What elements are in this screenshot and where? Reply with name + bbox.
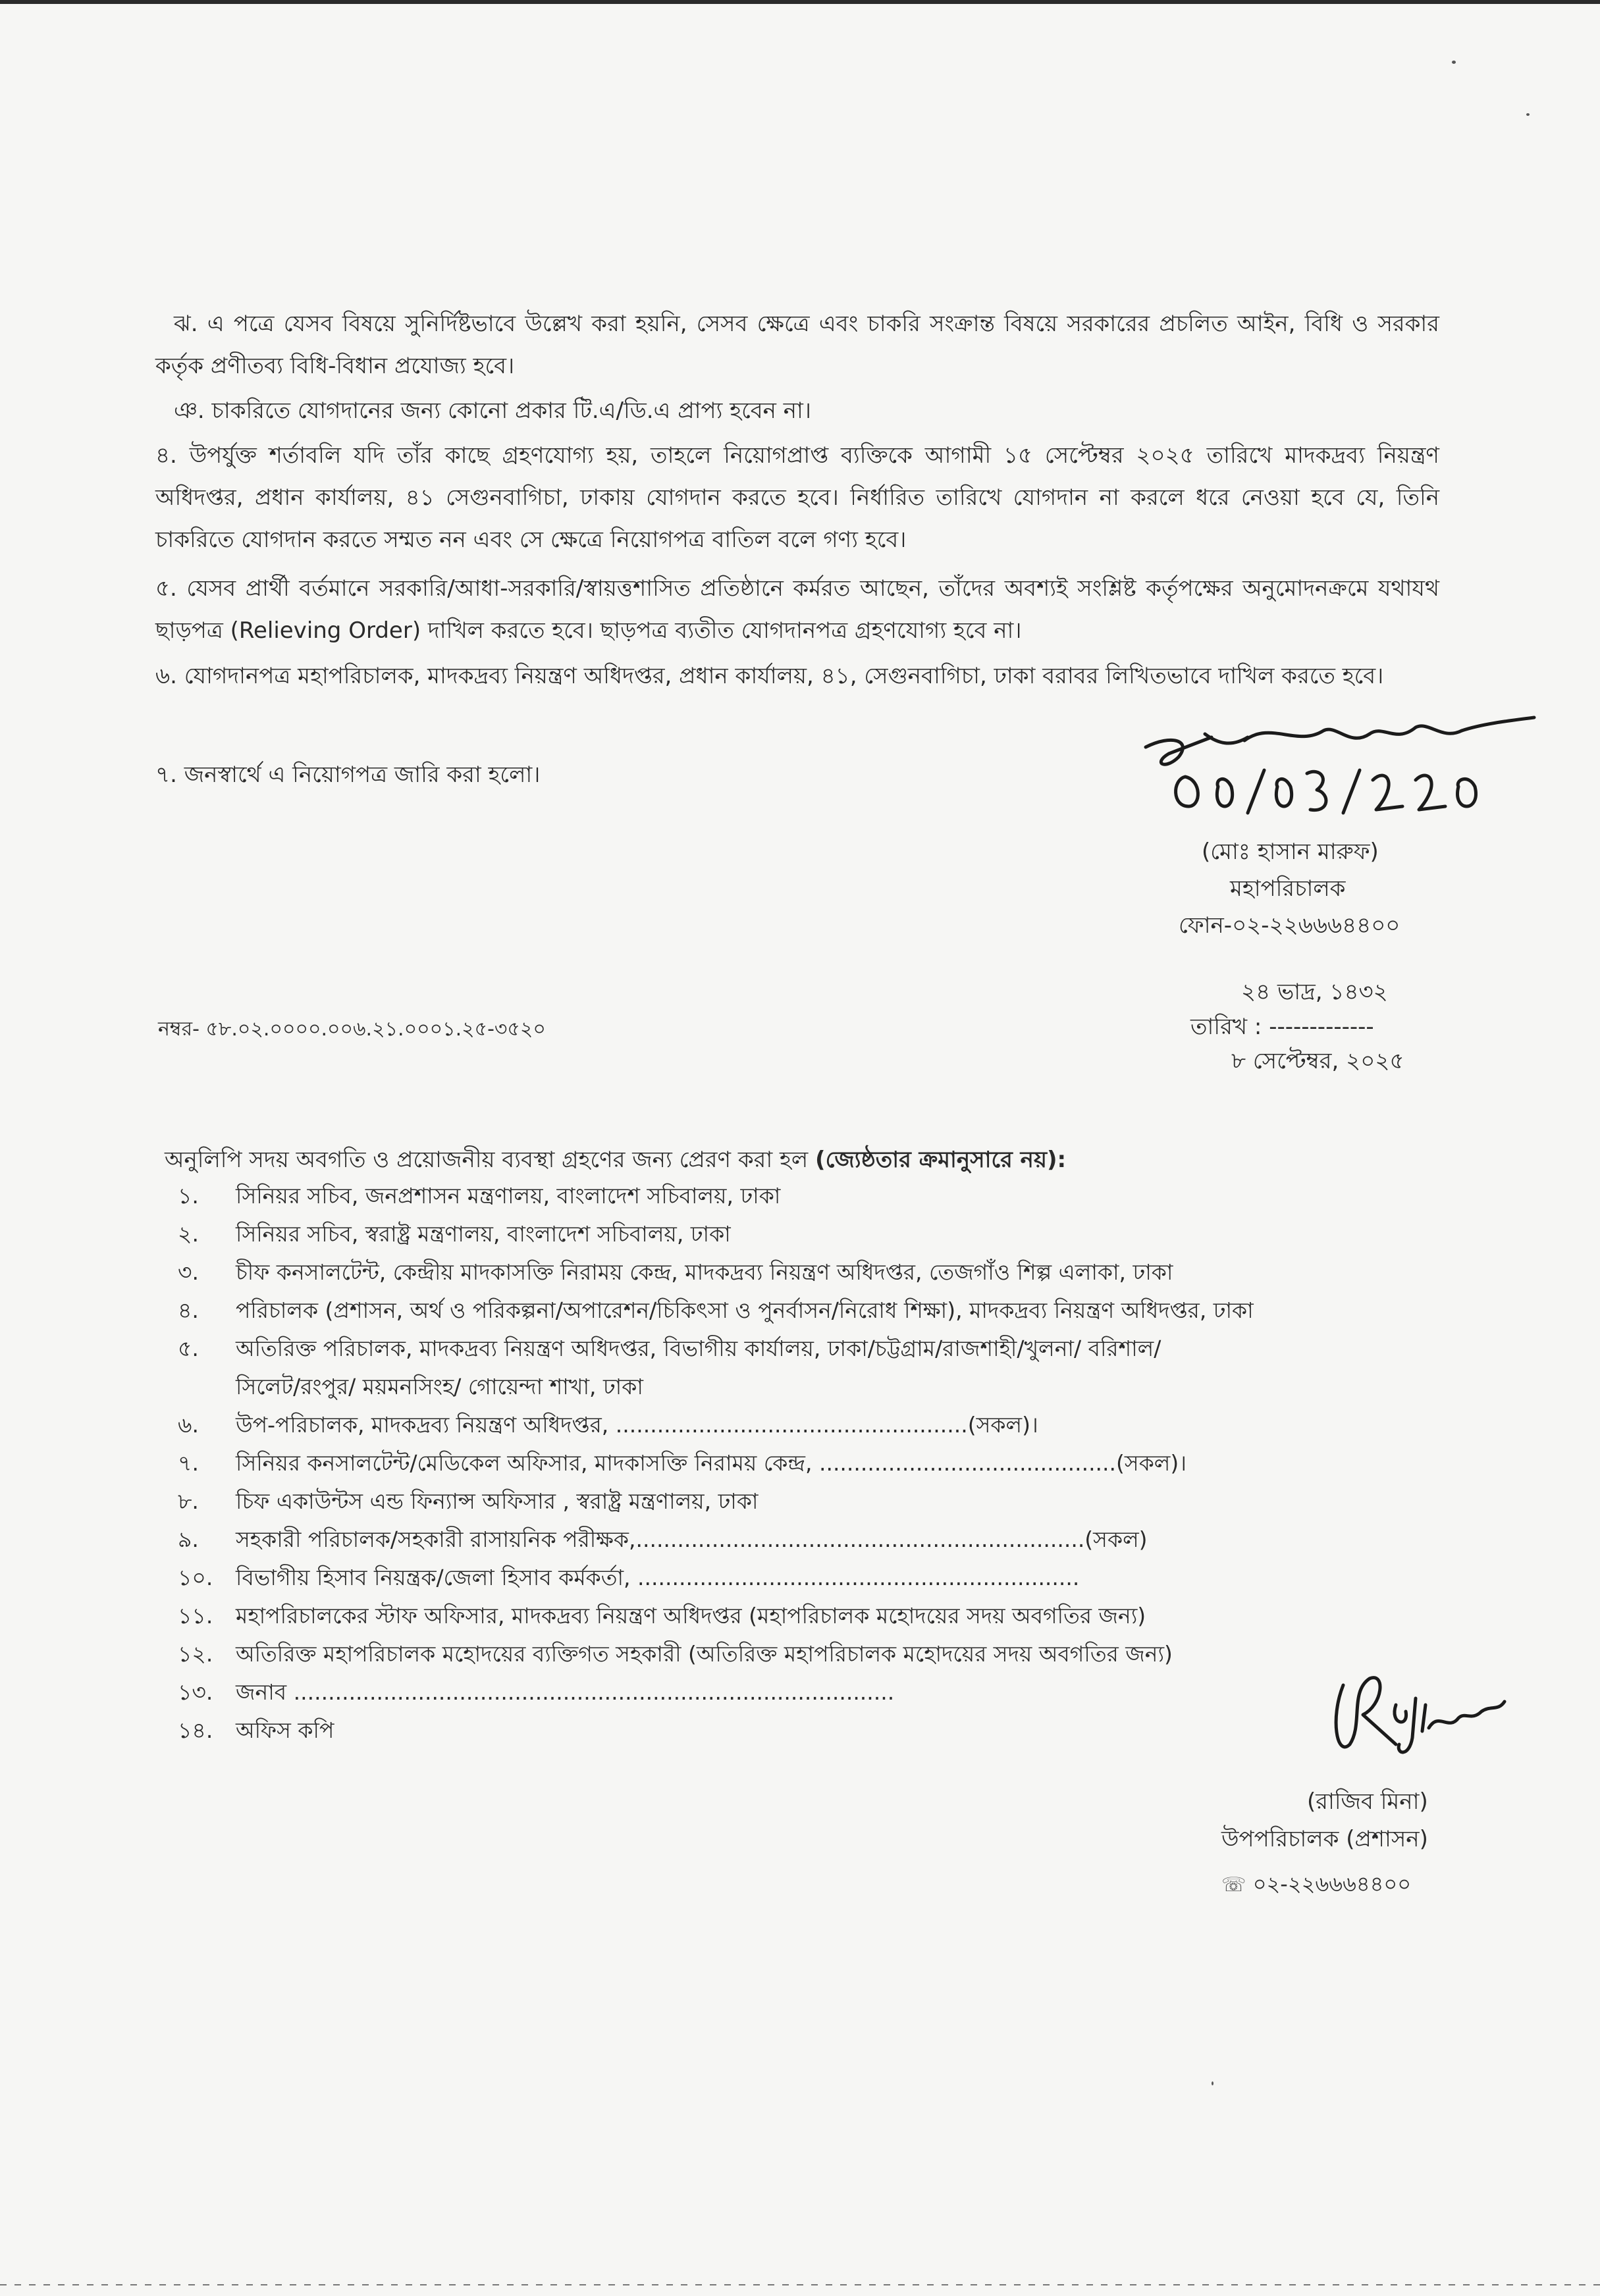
list-item: [178, 1177, 1429, 1215]
list-item: [178, 1559, 1429, 1597]
speck: [1452, 61, 1456, 64]
list-item-number: ১২.: [178, 1641, 213, 1667]
list-item-text: সিনিয়র সচিব, জনপ্রশাসন মন্ত্রণালয়, বাংলাদেশ সচিবালয়, ঢাকা: [236, 1183, 781, 1209]
list-item-number: ১৪.: [178, 1717, 213, 1743]
list-item: [178, 1444, 1429, 1482]
list-item-text: মহাপরিচালকের স্টাফ অফিসার, মাদকদ্রব্য নিয়ন্ত্রণ অধিদপ্তর (মহাপরিচালক মহোদয়ের সদয় অবগতির জন্য): [236, 1603, 1146, 1629]
paragraph-5-text: ৫. যেসব প্রার্থী বর্তমানে সরকারি/আধা-সরকারি/স্বায়ত্তশাসিত প্রতিষ্ঠানে কর্মরত আছেন, তাঁদের অবশ্যই সংশ্লিষ্ট কর্তৃপক্ষের অনুমোদনক্রমে যথাযথ ছাড়পত্র (Relieving Order) দাখিল করতে হবে। ছাড়পত্র ব্যতীত যোগদানপত্র গ্রহণযোগ্য হবে না।: [155, 575, 1439, 644]
signatory-designation: মহাপরিচালক: [1230, 875, 1346, 902]
copy-intro: [165, 1145, 1066, 1174]
list-item-text: সিনিয়র কনসালটেন্ট/মেডিকেল অফিসার, মাদকাসক্তি নিরাময় কেন্দ্র, ...........................................(সকল)।: [236, 1450, 1187, 1476]
list-item-number: ৮.: [178, 1488, 199, 1514]
list-item-number: ৭.: [178, 1450, 199, 1476]
list-item: [178, 1673, 1429, 1711]
bottom-edge-line: [0, 2284, 1600, 2285]
clause-nya: [155, 390, 1439, 432]
list-item-text: সিনিয়র সচিব, স্বরাষ্ট্র মন্ত্রণালয়, বাংলাদেশ সচিবালয়, ঢাকা: [236, 1221, 731, 1247]
list-item-text: জনাব .......................................................................................: [236, 1679, 895, 1705]
list-item: [178, 1292, 1429, 1330]
clause-nya-text: ঞ. চাকরিতে যোগদানের জন্য কোনো প্রকার টি.এ/ডি.এ প্রাপ্য হবেন না।: [174, 398, 812, 424]
list-item-number: ২.: [178, 1221, 199, 1247]
copy-intro-text: অনুলিপি সদয় অবগতি ও প্রয়োজনীয় ব্যবস্থা গ্রহণের জন্য প্রেরণ করা হল: [165, 1147, 816, 1173]
list-item-text: চিফ একাউন্টস এন্ড ফিন্যান্স অফিসার , স্বরাষ্ট্র মন্ত্রণালয়, ঢাকা: [236, 1488, 759, 1514]
list-item: [178, 1482, 1429, 1521]
top-edge-line: [0, 0, 1600, 4]
copy-recipient-list: [178, 1177, 1429, 1750]
list-item-text: উপ-পরিচালক, মাদকদ্রব্য নিয়ন্ত্রণ অধিদপ্তর, ...................................................(সকল)।: [236, 1412, 1038, 1438]
speck: [1526, 113, 1530, 116]
list-item-number: ১৩.: [178, 1679, 213, 1705]
memo-date-bangla: ২৪ ভাদ্র, ১৪৩২: [1241, 979, 1388, 1005]
paragraph-7-text: ৭. জনস্বার্থে এ নিয়োগপত্র জারি করা হলো।: [155, 762, 541, 788]
memo-date-english: ৮ সেপ্টেম্বর, ২০২৫: [1231, 1048, 1404, 1074]
list-item: [178, 1597, 1429, 1635]
list-item-number: ৯.: [178, 1526, 199, 1552]
signatory-name: (মোঃ হাসান মারুফ): [1202, 839, 1379, 865]
list-item-number: ৪.: [178, 1297, 199, 1323]
list-item-text: অতিরিক্ত পরিচালক, মাদকদ্রব্য নিয়ন্ত্রণ অধিদপ্তর, বিভাগীয় কার্যালয়, ঢাকা/চট্টগ্রাম/রাজশাহী/খুলনা/ বরিশাল/: [236, 1336, 1161, 1361]
list-item-text: অফিস কপি: [236, 1717, 334, 1743]
paragraph-6-text: ৬. যোগদানপত্র মহাপরিচালক, মাদকদ্রব্য নিয়ন্ত্রণ অধিদপ্তর, প্রধান কার্যালয়, ৪১, সেগুনবাগিচা, ঢাকা বরাবর লিখিতভাবে দাখিল করতে হবে।: [155, 663, 1384, 689]
list-item: [178, 1521, 1429, 1559]
memo-date-label: তারিখ : -------------: [1190, 1014, 1374, 1040]
paragraph-4-text: ৪. উপর্যুক্ত শর্তাবলি যদি তাঁর কাছে গ্রহণযোগ্য হয়, তাহলে নিয়োগপ্রাপ্ত ব্যক্তিকে আগামী ১৫ সেপ্টেম্বর ২০২৫ তারিখে মাদকদ্রব্য নিয়ন্ত্রণ অধিদপ্তর, প্রধান কার্যালয়, ৪১ সেগুনবাগিচা, ঢাকায় যোগদান করতে হবে। নির্ধারিত তারিখে যোগদান না করলে ধরে নেওয়া হবে যে, তিনি চাকরিতে যোগদান করতে সম্মত নন এবং সে ক্ষেত্রে নিয়োগপত্র বাতিল বলে গণ্য হবে।: [155, 442, 1439, 553]
list-item-text: অতিরিক্ত মহাপরিচালক মহোদয়ের ব্যক্তিগত সহকারী (অতিরিক্ত মহাপরিচালক মহোদয়ের সদয় অবগতির জন্য): [236, 1641, 1173, 1667]
list-item: [178, 1711, 1429, 1750]
second-signatory-name: (রাজিব মিনা): [1307, 1788, 1428, 1815]
list-item-text: চীফ কনসালটেন্ট, কেন্দ্রীয় মাদকাসক্তি নিরাময় কেন্দ্র, মাদকদ্রব্য নিয়ন্ত্রণ অধিদপ্তর, তেজগাঁও শিল্প এলাকা, ঢাকা: [236, 1259, 1173, 1285]
list-item-text: বিভাগীয় হিসাব নিয়ন্ত্রক/জেলা হিসাব কর্মকর্তা, ................................................................: [236, 1565, 1080, 1590]
list-item-number: ১০.: [178, 1565, 213, 1590]
signatory-phone: ফোন-০২-২২৬৬৬৪৪০০: [1179, 912, 1400, 939]
second-signatory-phone: ০২-২২৬৬৬৪৪০০: [1252, 1871, 1412, 1896]
list-item-text: পরিচালক (প্রশাসন, অর্থ ও পরিকল্পনা/অপারেশন/চিকিৎসা ও পুনর্বাসন/নিরোধ শিক্ষা), মাদকদ্রব্য নিয়ন্ত্রণ অধিদপ্তর, ঢাকা: [236, 1297, 1254, 1323]
list-item-text: সহকারী পরিচালক/সহকারী রাসায়নিক পরীক্ষক,.................................................................(সকল): [236, 1526, 1148, 1552]
paragraph-6: [155, 655, 1439, 697]
speck: [1212, 2081, 1213, 2085]
list-item-number: ৩.: [178, 1259, 199, 1285]
clause-jha: [155, 303, 1439, 387]
list-item: [178, 1215, 1429, 1253]
deputy-director-signature: [1323, 1665, 1508, 1764]
paragraph-5: [155, 567, 1439, 652]
telephone-icon: ☏: [1221, 1873, 1246, 1896]
list-item: [178, 1635, 1429, 1673]
director-general-signature: [1133, 708, 1541, 833]
copy-intro-bold: (জ্যেষ্ঠতার ক্রমানুসারে নয়):: [815, 1147, 1067, 1173]
list-item-text-continued: সিলেট/রংপুর/ ময়মনসিংহ/ গোয়েন্দা শাখা, ঢাকা: [236, 1374, 643, 1399]
list-item-number: ১.: [178, 1183, 199, 1209]
list-item: [178, 1406, 1429, 1444]
list-item: [178, 1330, 1429, 1406]
list-item-number: ৫.: [178, 1336, 199, 1361]
paragraph-4: [155, 434, 1439, 561]
list-item-number: ১১.: [178, 1603, 213, 1629]
second-signatory-phone-line: [1221, 1869, 1411, 1900]
list-item-number: ৬.: [178, 1412, 199, 1438]
list-item: [178, 1253, 1429, 1292]
second-signatory-designation: উপপরিচালক (প্রশাসন): [1221, 1826, 1428, 1852]
memo-number: নম্বর- ৫৮.০২.০০০০.০০৬.২১.০০০১.২৫-৩৫২০: [158, 1018, 546, 1041]
clause-jha-text: ঝ. এ পত্রে যেসব বিষয়ে সুনির্দিষ্টভাবে উল্লেখ করা হয়নি, সেসব ক্ষেত্রে এবং চাকরি সংক্রান্ত বিষয়ে সরকারের প্রচলিত আইন, বিধি ও সরকার কর্তৃক প্রণীতব্য বিধি-বিধান প্রযোজ্য হবে।: [155, 311, 1439, 379]
